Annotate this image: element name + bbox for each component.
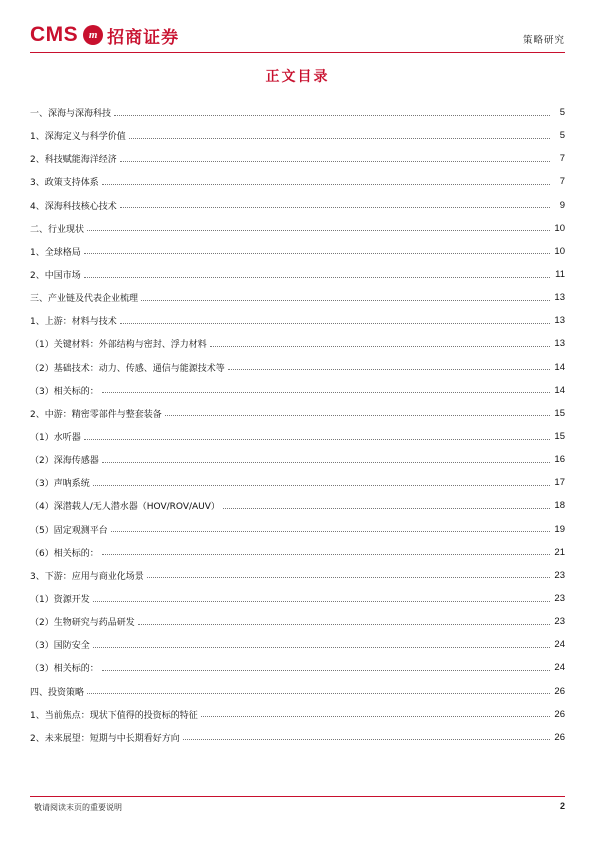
toc-entry-label: 深海传感器 [53, 456, 99, 467]
toc-dot-leader [93, 647, 550, 648]
toc-entry-label: 深海科技核心技术 [44, 201, 117, 212]
toc-entry-page: 26 [554, 708, 565, 720]
toc-entry-page: 5 [559, 130, 565, 142]
toc-dot-leader [84, 277, 550, 278]
toc-entry[interactable] [30, 471, 565, 494]
toc-dot-leader [84, 439, 550, 440]
toc-entry[interactable] [30, 425, 565, 448]
toc-entry-label: 行业现状 [48, 224, 85, 235]
toc-entry-page: 13 [554, 315, 565, 327]
toc-entry-label: 政策支持体系 [44, 178, 99, 189]
toc-entry-label: 下游：应用与商业化场景 [44, 571, 144, 582]
toc-entry-page: 23 [554, 616, 565, 628]
toc-dot-leader [141, 300, 550, 301]
toc-entry[interactable] [30, 587, 565, 610]
toc-entry-label: 上游：材料与技术 [44, 317, 117, 328]
toc-entry-label: 国防安全 [53, 641, 90, 652]
toc-dot-leader [228, 369, 550, 370]
toc-entry-page: 13 [554, 292, 565, 304]
toc-entry[interactable] [30, 356, 565, 379]
toc-entry-page: 9 [559, 199, 565, 211]
toc-dot-leader [87, 230, 550, 231]
toc-entry[interactable] [30, 147, 565, 170]
toc-entry-page: 13 [554, 338, 565, 350]
company-logo [30, 22, 179, 48]
toc-entry[interactable] [30, 633, 565, 656]
toc-dot-leader [120, 161, 550, 162]
toc-entry-page: 23 [554, 593, 565, 605]
toc-entry-number: 2、 [30, 733, 45, 744]
toc-entry-number: （1） [30, 433, 54, 444]
toc-entry-number: （3） [30, 386, 54, 397]
toc-entry[interactable] [30, 680, 565, 703]
logo-latin-text: CMS [30, 23, 79, 46]
toc-entry-number: 2、 [30, 155, 45, 166]
toc-dot-leader [102, 462, 550, 463]
toc-dot-leader [111, 531, 550, 532]
toc-entry-page: 7 [559, 153, 565, 165]
toc-entry-number: 1、 [30, 132, 45, 143]
toc-entry-number: （2） [30, 363, 54, 374]
toc-dot-leader [102, 670, 550, 671]
toc-dot-leader [223, 508, 550, 509]
toc-dot-leader [93, 485, 550, 486]
toc-entry-label: 相关标的： [53, 664, 99, 675]
toc-entry[interactable] [30, 240, 565, 263]
toc-entry-label: 相关标的： [53, 386, 99, 397]
toc-entry-number: （2） [30, 618, 54, 629]
toc-entry-page: 19 [554, 523, 565, 535]
table-of-contents [30, 101, 565, 749]
toc-entry-number: （1） [30, 340, 54, 351]
toc-entry-number: 一、 [30, 109, 49, 120]
toc-entry-number: （3） [30, 641, 54, 652]
toc-dot-leader [114, 115, 550, 116]
toc-entry[interactable] [30, 703, 565, 726]
toc-entry[interactable] [30, 217, 565, 240]
page-header [30, 22, 565, 52]
toc-entry[interactable] [30, 518, 565, 541]
toc-entry[interactable] [30, 170, 565, 193]
toc-dot-leader [93, 601, 550, 602]
toc-entry-label: 未来展望：短期与中长期看好方向 [44, 733, 180, 744]
toc-entry[interactable] [30, 263, 565, 286]
report-type-label: 策略研究 [522, 35, 565, 46]
toc-entry-number: （3） [30, 479, 54, 490]
toc-entry[interactable] [30, 124, 565, 147]
toc-entry-label: 生物研究与药品研发 [53, 618, 135, 629]
toc-entry[interactable] [30, 656, 565, 679]
toc-entry-number: （3） [30, 664, 54, 675]
toc-entry-label: 中国市场 [44, 271, 81, 282]
toc-entry-label: 科技赋能海洋经济 [44, 155, 117, 166]
toc-entry-label: 深海定义与科学价值 [44, 132, 126, 143]
toc-entry-page: 15 [554, 407, 565, 419]
toc-entry-label: 全球格局 [44, 247, 81, 258]
toc-entry-label: 当前焦点：现状下值得的投资标的特征 [44, 710, 198, 721]
toc-entry-page: 10 [554, 222, 565, 234]
toc-entry-label: 产业链及代表企业梳理 [48, 294, 139, 305]
toc-entry-page: 10 [554, 245, 565, 257]
toc-dot-leader [129, 138, 550, 139]
page-title: 正文目录 [265, 69, 330, 85]
toc-dot-leader [210, 346, 550, 347]
toc-entry[interactable] [30, 402, 565, 425]
toc-entry-label: 深潜载人/无人潜水器（HOV/ROV/AUV） [53, 502, 220, 513]
toc-dot-leader [120, 207, 550, 208]
toc-dot-leader [102, 184, 550, 185]
toc-entry-number: 2、 [30, 271, 45, 282]
toc-entry-page: 15 [554, 431, 565, 443]
logo-chinese-text: 招商证券 [107, 27, 180, 48]
toc-entry-page: 26 [554, 731, 565, 743]
toc-dot-leader [183, 739, 550, 740]
toc-entry-number: 三、 [30, 294, 49, 305]
toc-entry[interactable] [30, 494, 565, 517]
toc-entry-number: 3、 [30, 178, 45, 189]
toc-entry-label: 声呐系统 [53, 479, 90, 490]
toc-dot-leader [138, 624, 550, 625]
toc-entry-page: 17 [554, 477, 565, 489]
toc-entry-number: 1、 [30, 710, 45, 721]
toc-entry-number: 4、 [30, 201, 45, 212]
toc-dot-leader [102, 392, 550, 393]
toc-entry-page: 5 [559, 107, 565, 119]
toc-entry-page: 14 [554, 361, 565, 373]
toc-entry-label: 固定观测平台 [53, 525, 108, 536]
toc-entry[interactable] [30, 448, 565, 471]
toc-entry-number: 2、 [30, 409, 45, 420]
toc-entry-page: 24 [554, 662, 565, 674]
toc-entry-label: 中游：精密零部件与整套装备 [44, 409, 162, 420]
toc-entry-page: 16 [554, 454, 565, 466]
toc-entry[interactable] [30, 101, 565, 124]
toc-entry[interactable] [30, 332, 565, 355]
toc-entry-label: 深海与深海科技 [48, 109, 112, 120]
toc-entry-page: 14 [554, 384, 565, 396]
toc-dot-leader [120, 323, 550, 324]
toc-entry-number: 1、 [30, 317, 45, 328]
toc-entry-label: 基础技术：动力、传感、通信与能源技术等 [53, 363, 225, 374]
footer-divider [30, 796, 565, 797]
toc-entry[interactable] [30, 726, 565, 749]
toc-dot-leader [84, 253, 550, 254]
toc-entry[interactable] [30, 541, 565, 564]
toc-entry-number: （1） [30, 595, 54, 606]
toc-entry-label: 相关标的： [53, 548, 99, 559]
toc-entry-number: （6） [30, 548, 54, 559]
header-divider [30, 52, 565, 53]
toc-entry[interactable] [30, 610, 565, 633]
toc-entry[interactable] [30, 194, 565, 217]
toc-entry-number: 二、 [30, 224, 49, 235]
toc-entry-number: （4） [30, 502, 54, 513]
toc-dot-leader [102, 554, 550, 555]
toc-dot-leader [201, 716, 550, 717]
toc-entry-number: 3、 [30, 571, 45, 582]
toc-entry[interactable] [30, 309, 565, 332]
toc-entry[interactable] [30, 286, 565, 309]
toc-entry-number: （2） [30, 456, 54, 467]
toc-entry-page: 11 [555, 269, 565, 281]
toc-entry-number: 1、 [30, 247, 45, 258]
toc-entry-page: 18 [554, 500, 565, 512]
toc-entry-page: 26 [554, 685, 565, 697]
toc-entry-label: 关键材料：外部结构与密封、浮力材料 [53, 340, 207, 351]
toc-entry-number: 四、 [30, 687, 49, 698]
toc-entry-page: 21 [554, 546, 565, 558]
toc-dot-leader [147, 577, 550, 578]
toc-dot-leader [87, 693, 550, 694]
toc-entry-label: 水听器 [53, 433, 81, 444]
toc-entry-number: （5） [30, 525, 54, 536]
logo-badge-icon: m [83, 25, 103, 45]
toc-dot-leader [165, 415, 550, 416]
toc-entry-page: 23 [554, 569, 565, 581]
footer-page-number: 2 [559, 801, 565, 811]
toc-entry[interactable] [30, 379, 565, 402]
toc-entry[interactable] [30, 564, 565, 587]
toc-entry-page: 24 [554, 639, 565, 651]
toc-entry-label: 投资策略 [48, 687, 85, 698]
toc-entry-page: 7 [559, 176, 565, 188]
footer-disclaimer-note: 敬请阅读末页的重要说明 [34, 803, 122, 812]
toc-entry-label: 资源开发 [53, 595, 90, 606]
